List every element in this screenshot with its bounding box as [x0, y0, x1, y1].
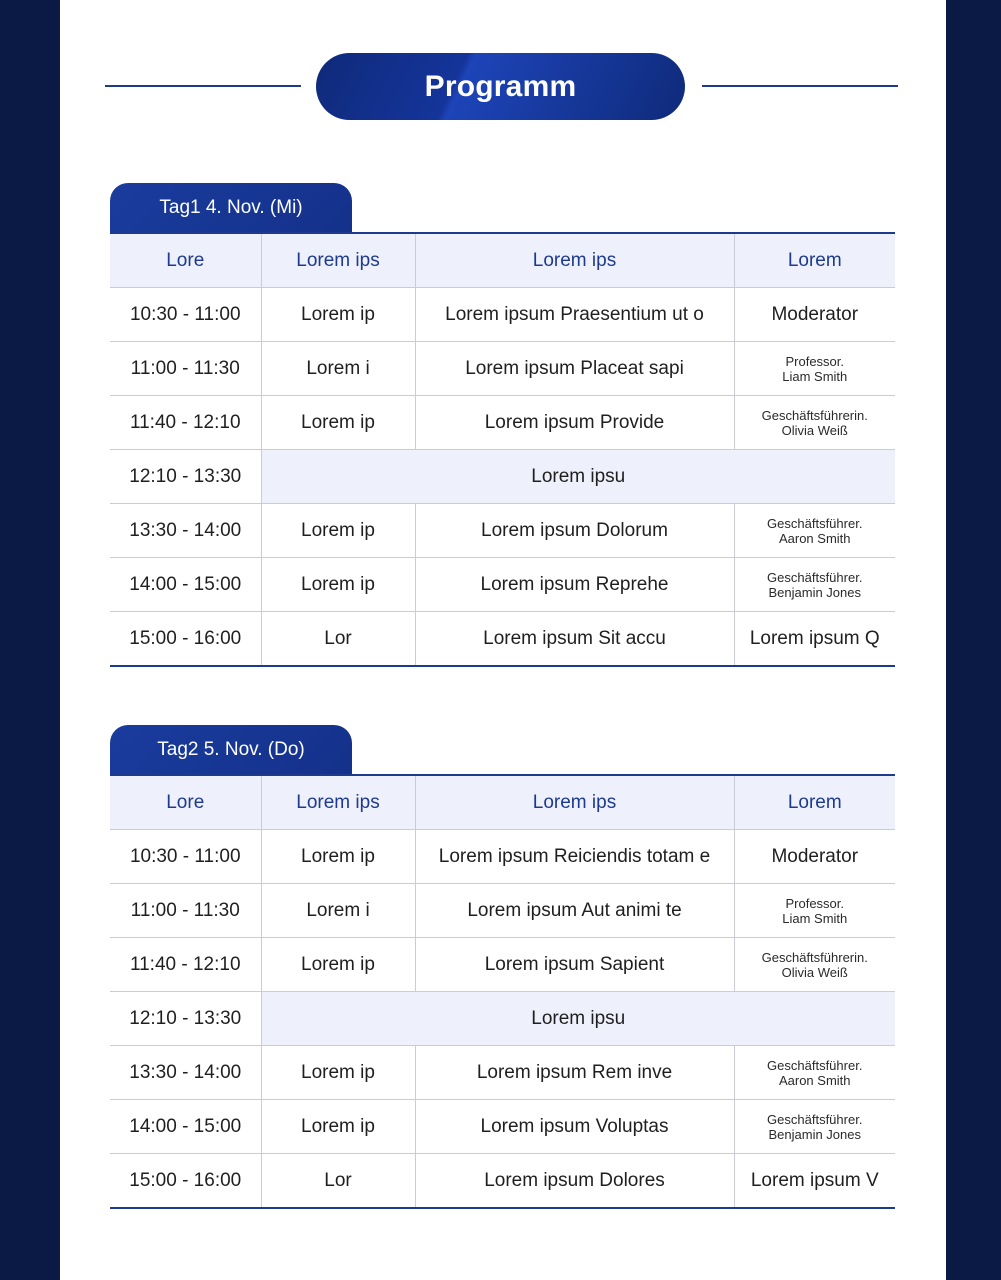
speaker-cell — [734, 342, 895, 396]
table-row — [110, 1046, 895, 1100]
speaker-name: Benjamin Jones — [768, 1126, 861, 1142]
speaker-role: Geschäftsführer. — [767, 1057, 863, 1073]
speaker-cell — [734, 1100, 895, 1154]
table-row — [110, 558, 895, 612]
time-cell: 11:00 - 11:30 — [110, 884, 261, 938]
column-header: Lorem — [734, 775, 895, 830]
speaker-cell: Moderator — [734, 288, 895, 342]
topic-cell: Lorem ip — [261, 1100, 415, 1154]
column-header: Lore — [110, 775, 261, 830]
speaker-name: Liam Smith — [782, 368, 848, 384]
schedule-table-2 — [110, 774, 895, 1209]
speaker-info — [739, 354, 892, 384]
time-cell: 11:40 - 12:10 — [110, 396, 261, 450]
speaker-info — [739, 1112, 892, 1142]
speaker-role: Geschäftsführerin. — [761, 407, 868, 423]
page-header — [60, 53, 946, 120]
description-cell: Lorem ipsum Provide — [415, 396, 734, 450]
table-row — [110, 342, 895, 396]
time-cell: 14:00 - 15:00 — [110, 1100, 261, 1154]
speaker-cell — [734, 884, 895, 938]
topic-cell: Lorem ip — [261, 558, 415, 612]
schedule-table-1 — [110, 232, 895, 667]
description-cell: Lorem ipsum Dolores — [415, 1154, 734, 1209]
speaker-role: Geschäftsführerin. — [761, 949, 868, 965]
time-cell: 11:40 - 12:10 — [110, 938, 261, 992]
break-cell: Lorem ipsu — [261, 450, 895, 504]
table-row — [110, 504, 895, 558]
topic-cell: Lorem i — [261, 884, 415, 938]
speaker-name: Olivia Weiß — [781, 422, 848, 438]
table-row — [110, 830, 895, 884]
speaker-name: Aaron Smith — [778, 530, 851, 546]
description-cell: Lorem ipsum Praesentium ut o — [415, 288, 734, 342]
topic-cell: Lorem ip — [261, 504, 415, 558]
speaker-cell — [734, 504, 895, 558]
topic-cell: Lorem ip — [261, 396, 415, 450]
time-cell: 12:10 - 13:30 — [110, 450, 261, 504]
speaker-cell — [734, 396, 895, 450]
speaker-info — [739, 408, 892, 438]
description-cell: Lorem ipsum Aut animi te — [415, 884, 734, 938]
day-tab-1: Tag1 4. Nov. (Mi) — [110, 183, 352, 233]
description-cell: Lorem ipsum Rem inve — [415, 1046, 734, 1100]
column-header: Lore — [110, 233, 261, 288]
time-cell: 15:00 - 16:00 — [110, 612, 261, 667]
speaker-name: Aaron Smith — [778, 1072, 851, 1088]
topic-cell: Lor — [261, 612, 415, 667]
speaker-name: Benjamin Jones — [768, 584, 861, 600]
table-header-row — [110, 233, 895, 288]
day-tab-2: Tag2 5. Nov. (Do) — [110, 725, 352, 775]
table-row — [110, 288, 895, 342]
description-cell: Lorem ipsum Sit accu — [415, 612, 734, 667]
column-header: Lorem ips — [261, 775, 415, 830]
speaker-cell — [734, 938, 895, 992]
speaker-info — [739, 570, 892, 600]
table-row — [110, 938, 895, 992]
title-divider-left — [105, 85, 301, 87]
table-header-row — [110, 775, 895, 830]
topic-cell: Lor — [261, 1154, 415, 1209]
speaker-info — [739, 516, 892, 546]
speaker-info — [739, 950, 892, 980]
column-header: Lorem ips — [261, 233, 415, 288]
speaker-role: Professor. — [785, 895, 845, 911]
description-cell: Lorem ipsum Reiciendis totam e — [415, 830, 734, 884]
time-cell: 12:10 - 13:30 — [110, 992, 261, 1046]
description-cell: Lorem ipsum Voluptas — [415, 1100, 734, 1154]
title-divider-right — [702, 85, 898, 87]
time-cell: 11:00 - 11:30 — [110, 342, 261, 396]
speaker-cell: Lorem ipsum Q — [749, 627, 880, 649]
table-row — [110, 992, 895, 1046]
topic-cell: Lorem ip — [261, 830, 415, 884]
description-cell: Lorem ipsum Dolorum — [415, 504, 734, 558]
table-row — [110, 396, 895, 450]
description-cell: Lorem ipsum Placeat sapi — [415, 342, 734, 396]
table-row — [110, 884, 895, 938]
time-cell: 13:30 - 14:00 — [110, 504, 261, 558]
speaker-name: Olivia Weiß — [781, 964, 848, 980]
speaker-role: Professor. — [785, 353, 845, 369]
break-cell: Lorem ipsu — [261, 992, 895, 1046]
time-cell: 14:00 - 15:00 — [110, 558, 261, 612]
speaker-info — [739, 896, 892, 926]
speaker-cell — [734, 1046, 895, 1100]
page-title: Programm — [316, 53, 685, 120]
program-page — [60, 0, 946, 1280]
speaker-info — [739, 1058, 892, 1088]
time-cell: 10:30 - 11:00 — [110, 288, 261, 342]
speaker-name: Liam Smith — [782, 910, 848, 926]
topic-cell: Lorem ip — [261, 938, 415, 992]
description-cell: Lorem ipsum Reprehe — [415, 558, 734, 612]
column-header: Lorem ips — [415, 233, 734, 288]
column-header: Lorem ips — [415, 775, 734, 830]
speaker-cell — [734, 558, 895, 612]
topic-cell: Lorem ip — [261, 1046, 415, 1100]
speaker-cell: Lorem ipsum V — [750, 1169, 879, 1191]
topic-cell: Lorem i — [261, 342, 415, 396]
table-row — [110, 1154, 895, 1209]
speaker-role: Geschäftsführer. — [767, 569, 863, 585]
table-row — [110, 612, 895, 667]
speaker-role: Geschäftsführer. — [767, 1111, 863, 1127]
table-row — [110, 1100, 895, 1154]
time-cell: 13:30 - 14:00 — [110, 1046, 261, 1100]
time-cell: 10:30 - 11:00 — [110, 830, 261, 884]
table-row — [110, 450, 895, 504]
description-cell: Lorem ipsum Sapient — [415, 938, 734, 992]
time-cell: 15:00 - 16:00 — [110, 1154, 261, 1209]
column-header: Lorem — [734, 233, 895, 288]
speaker-cell: Moderator — [734, 830, 895, 884]
speaker-role: Geschäftsführer. — [767, 515, 863, 531]
topic-cell: Lorem ip — [261, 288, 415, 342]
